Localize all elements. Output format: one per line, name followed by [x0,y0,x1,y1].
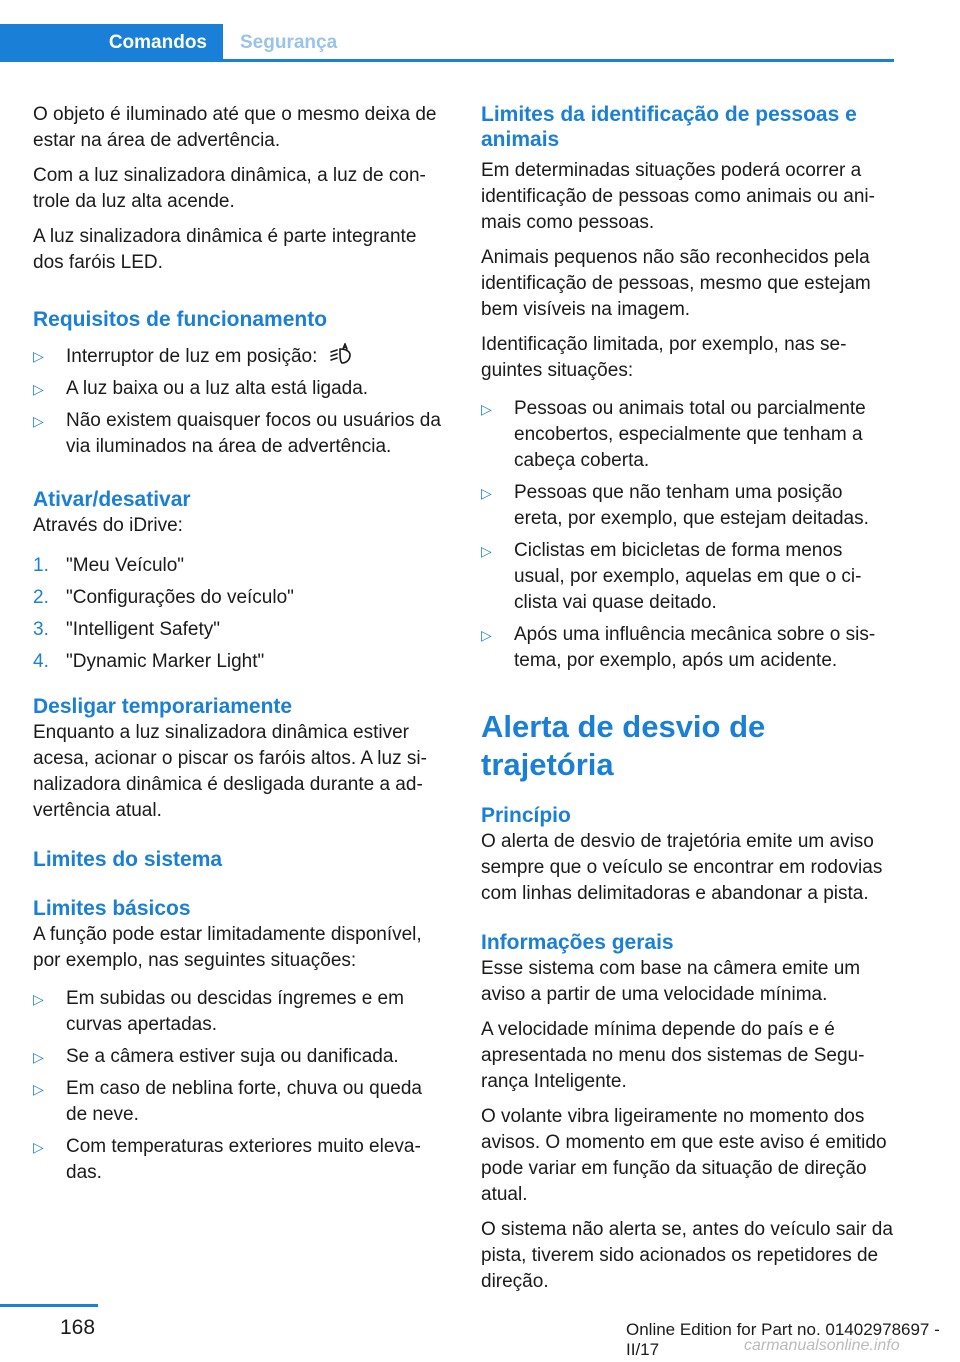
list-item [481,480,895,532]
tab-comandos[interactable]: Comandos [0,24,223,62]
list-item-text: Se a câmera estiver suja ou danificada. [66,1046,399,1067]
intro-paragraph: O objeto é iluminado até que o mesmo deixa de estar na área de advertência. [33,104,437,151]
step-number: 2. [33,587,49,608]
identification-paragraph: Identificação limitada, por exemplo, nas seguintes situações: [481,334,847,381]
list-item [481,538,895,616]
step-item [33,585,447,611]
watermark: carmanualsonline.info [744,1337,900,1354]
list-item-text: Em subidas ou descidas íngremes e em curvas apertadas. [66,988,404,1035]
triangle-bullet-icon: ▷ [481,401,492,417]
list-item [33,1134,447,1186]
auto-headlight-icon [329,343,353,365]
triangle-bullet-icon: ▷ [481,627,492,643]
temp-off-text: Enquanto a luz sinalizadora dinâmica estiver acesa, acionar o piscar os faróis altos. A luz sinalizadora dinâmica é desligada durante a advertência atual. [33,722,427,821]
list-item [33,408,447,460]
lane-departure-heading: Alerta de desvio de trajetória [481,709,766,782]
principle-text: O alerta de desvio de trajetória emite um aviso sempre que o veículo se encontrar em rodovias com linhas delimitadoras e abandonar a pista. [481,831,883,904]
step-item [33,617,447,643]
list-item-text: A luz baixa ou a luz alta está ligada. [66,378,369,399]
general-paragraph: A velocidade mínima depende do país e é apresentada no menu dos sistemas de Segurança Inteligente. [481,1019,865,1092]
step-item [33,553,447,579]
basic-limits-list [33,986,447,1186]
identification-paragraph: Em determinadas situações poderá ocorrer a identificação de pessoas como animais ou animais como pessoas. [481,160,875,233]
idrive-steps [33,553,447,675]
intro-paragraph: A luz sinalizadora dinâmica é parte integrante dos faróis LED. [33,226,417,273]
list-item-text: Pessoas que não tenham uma posição ereta, por exemplo, que estejam deitadas. [514,482,869,529]
triangle-bullet-icon: ▷ [33,1139,44,1155]
triangle-bullet-icon: ▷ [33,348,44,364]
identification-paragraph: Animais pequenos não são reconhecidos pela identificação de pessoas, mesmo que estejam bem visíveis na imagem. [481,247,871,320]
activate-text: Através do iDrive: [33,515,183,536]
system-limits-heading: Limites do sistema [33,848,223,871]
page-number: 168 [60,1316,96,1339]
step-text: "Dynamic Marker Light" [66,651,265,672]
list-item-text: Após uma influência mecânica sobre o sistema, por exemplo, após um acidente. [514,624,876,671]
intro-paragraph: Com a luz sinalizadora dinâmica, a luz de controle da luz alta acende. [33,165,426,212]
list-item [481,622,895,674]
activate-heading: Ativar/desativar [33,488,191,511]
identification-limits-heading: Limites da identificação de pessoas e animais [481,103,857,151]
list-item [33,376,447,402]
general-paragraph: O sistema não alerta se, antes do veículo sair da pista, tiverem sido acionados os repetidores de direção. [481,1219,893,1292]
step-text: "Configurações do veículo" [66,587,294,608]
list-item [33,343,447,370]
triangle-bullet-icon: ▷ [33,413,44,429]
list-item [33,986,447,1038]
triangle-bullet-icon: ▷ [481,485,492,501]
step-item [33,649,447,675]
list-item [481,396,895,474]
list-item-text: Interruptor de luz em posição: [66,346,318,367]
right-column [481,102,895,1304]
step-text: "Intelligent Safety" [66,619,220,640]
header-tabs [0,24,894,62]
general-paragraph: Esse sistema com base na câmera emite um aviso a partir de uma velocidade mínima. [481,958,861,1005]
requirements-heading: Requisitos de funcionamento [33,308,328,331]
tab-seguranca[interactable]: Segurança [240,32,338,53]
list-item-text: Pessoas ou animais total ou parcialmente encobertos, especialmente que tenham a cabeça coberta. [514,398,866,471]
basic-limits-heading: Limites básicos [33,897,191,920]
list-item [33,1076,447,1128]
triangle-bullet-icon: ▷ [33,1081,44,1097]
general-paragraph: O volante vibra ligeiramente no momento dos avisos. O momento em que este aviso é emitido pode variar em função da situação de direção atual. [481,1106,887,1205]
triangle-bullet-icon: ▷ [33,381,44,397]
basic-limits-text: A função pode estar limitadamente disponível, por exemplo, nas seguintes situações: [33,924,422,971]
triangle-bullet-icon: ▷ [481,543,492,559]
list-item [33,1044,447,1070]
triangle-bullet-icon: ▷ [33,1049,44,1065]
header-divider [223,59,894,62]
list-item-text: Com temperaturas exteriores muito elevadas. [66,1136,421,1183]
identification-limits-list [481,396,895,674]
list-item-text: Não existem quaisquer focos ou usuários da via iluminados na área de advertência. [66,410,441,457]
requirements-list [33,343,447,460]
step-number: 4. [33,651,49,672]
list-item-text: Em caso de neblina forte, chuva ou queda de neve. [66,1078,422,1125]
step-text: "Meu Veículo" [66,555,185,576]
footer-divider [0,1304,98,1307]
edition-text: Online Edition for Part no. 01402978697 - II/17 [626,1320,940,1359]
step-number: 3. [33,619,49,640]
list-item-text: Ciclistas em bicicletas de forma menos usual, por exemplo, aquelas em que o ciclista vai quase deitado. [514,540,862,613]
triangle-bullet-icon: ▷ [33,991,44,1007]
left-column [33,102,447,1192]
step-number: 1. [33,555,49,576]
general-info-heading: Informações gerais [481,931,674,954]
principle-heading: Princípio [481,804,571,827]
temp-off-heading: Desligar temporariamente [33,695,293,718]
